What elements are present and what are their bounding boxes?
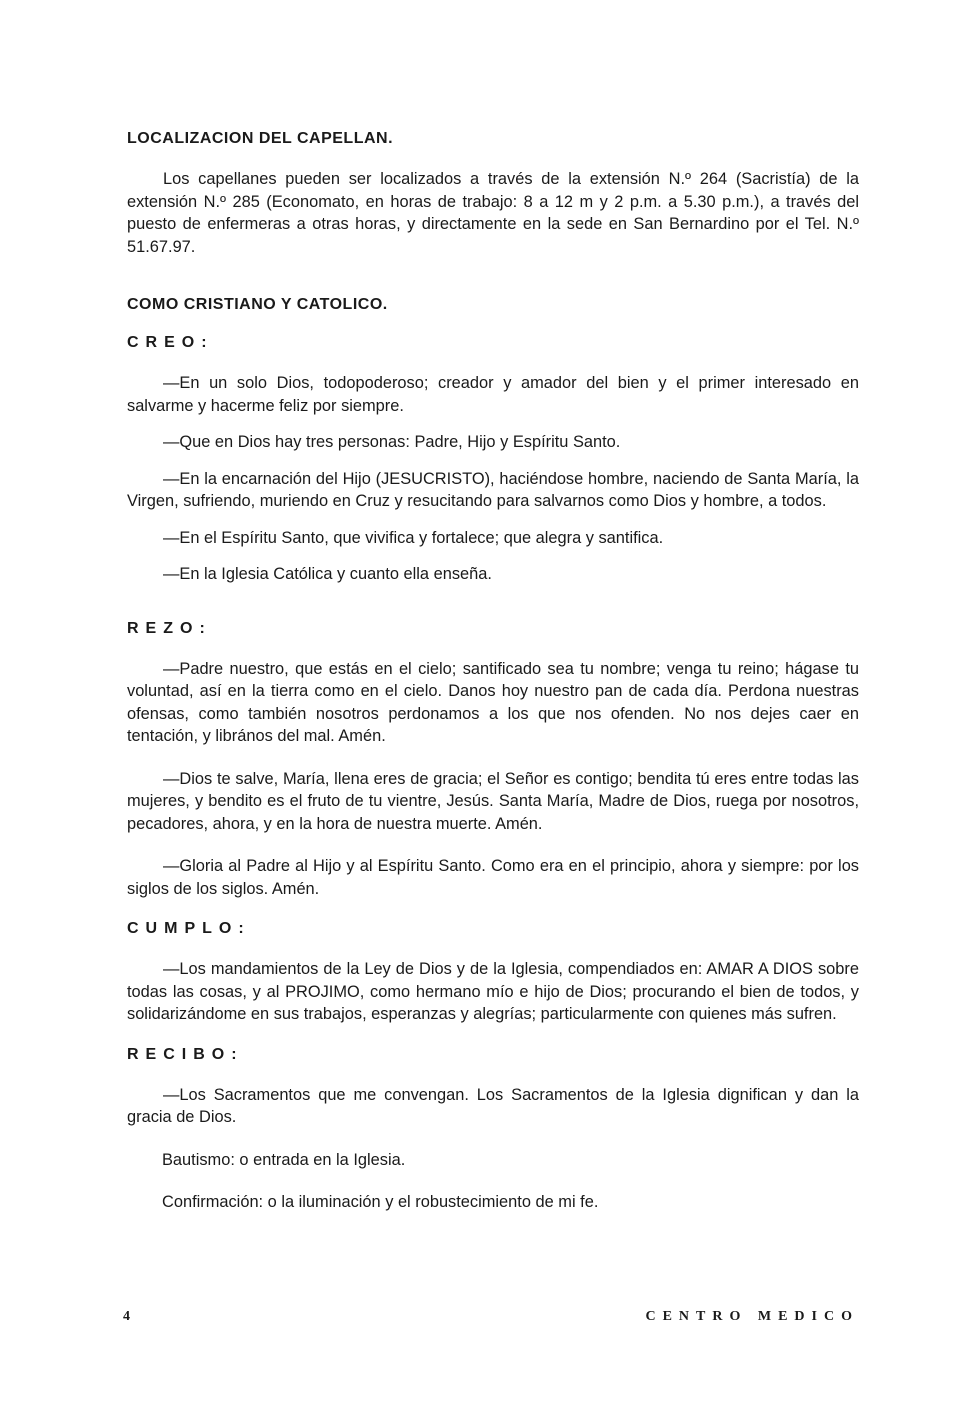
page-number: 4: [123, 1309, 130, 1324]
prayer-gloria: —Gloria al Padre al Hijo y al Espíritu Santo. Como era en el principio, ahora y siempre: por los siglos de los siglos. Amén.: [127, 857, 859, 898]
section-title-cumplo: CUMPLO:: [127, 920, 251, 937]
cumplo-paragraph: —Los mandamientos de la Ley de Dios y de la Iglesia, compendiados en: AMAR A DIOS sobre todas las cosas, y al PROJIMO, como hermano mío e hijo de Dios; procurando el bien de todos, y solidarizándome en sus trabajos, esperanzas y alegrías; particularmente con quienes más sufren.: [127, 960, 859, 1023]
sacrament-item: Confirmación: o la iluminación y el robustecimiento de mi fe.: [162, 1193, 599, 1211]
document-page: [127, 130, 859, 1214]
sacrament-item: Bautismo: o entrada en la Iglesia.: [162, 1150, 406, 1169]
publication-name: CENTRO MEDICO: [645, 1309, 859, 1324]
creo-item: —En un solo Dios, todopoderoso; creador y amador del bien y el primer interesado en salvarme y hacerme feliz por siempre.: [127, 374, 859, 415]
creo-item: —En la Iglesia Católica y cuanto ella enseña.: [163, 565, 492, 583]
recibo-paragraph: —Los Sacramentos que me convengan. Los Sacramentos de la Iglesia dignifican y dan la gracia de Dios.: [127, 1085, 859, 1126]
creo-item: —En el Espíritu Santo, que vivifica y fortalece; que alegra y santifica.: [163, 528, 664, 547]
creo-item: —En la encarnación del Hijo (JESUCRISTO), haciéndose hombre, naciendo de Santa María, la Virgen, sufriendo, muriendo en Cruz y resucitando para salvarnos como Dios y hombre, a todos.: [127, 469, 859, 510]
section-title-como-cristiano: COMO CRISTIANO Y CATOLICO.: [127, 296, 388, 313]
section-title-rezo: REZO:: [127, 619, 212, 637]
creo-item: —Que en Dios hay tres personas: Padre, Hijo y Espíritu Santo.: [163, 433, 621, 451]
section-title-recibo: RECIBO:: [127, 1045, 244, 1063]
section-title-localizacion: LOCALIZACION DEL CAPELLAN.: [127, 130, 394, 147]
section-title-creo: CREO:: [127, 334, 214, 351]
localizacion-paragraph: Los capellanes pueden ser localizados a través de la extensión N.º 264 (Sacristía) de la extensión N.º 285 (Economato, en horas de trabajo: 8 a 12 m y 2 p.m. a 5.30 p.m.), a través del puesto de enfermeras a otras horas, y directamente en la sede en San Bernardino por el Tel. N.º 51.67.97.: [127, 170, 859, 256]
prayer-ave-maria: —Dios te salve, María, llena eres de gracia; el Señor es contigo; bendita tú eres entre todas las mujeres, y bendito es el fruto de tu vientre, Jesús. Santa María, Madre de Dios, ruega por nosotros, pecadores, ahora, y en la hora de nuestra muerte. Amén.: [127, 769, 859, 833]
prayer-padre-nuestro: —Padre nuestro, que estás en el cielo; santificado sea tu nombre; venga tu reino; hágase tu voluntad, así en la tierra como en el cielo. Danos hoy nuestro pan de cada día. Perdona nuestras ofensas, como también nosotros perdonamos a los que nos ofenden. No nos dejes caer en tentación, y librános del mal. Amén.: [127, 659, 859, 745]
